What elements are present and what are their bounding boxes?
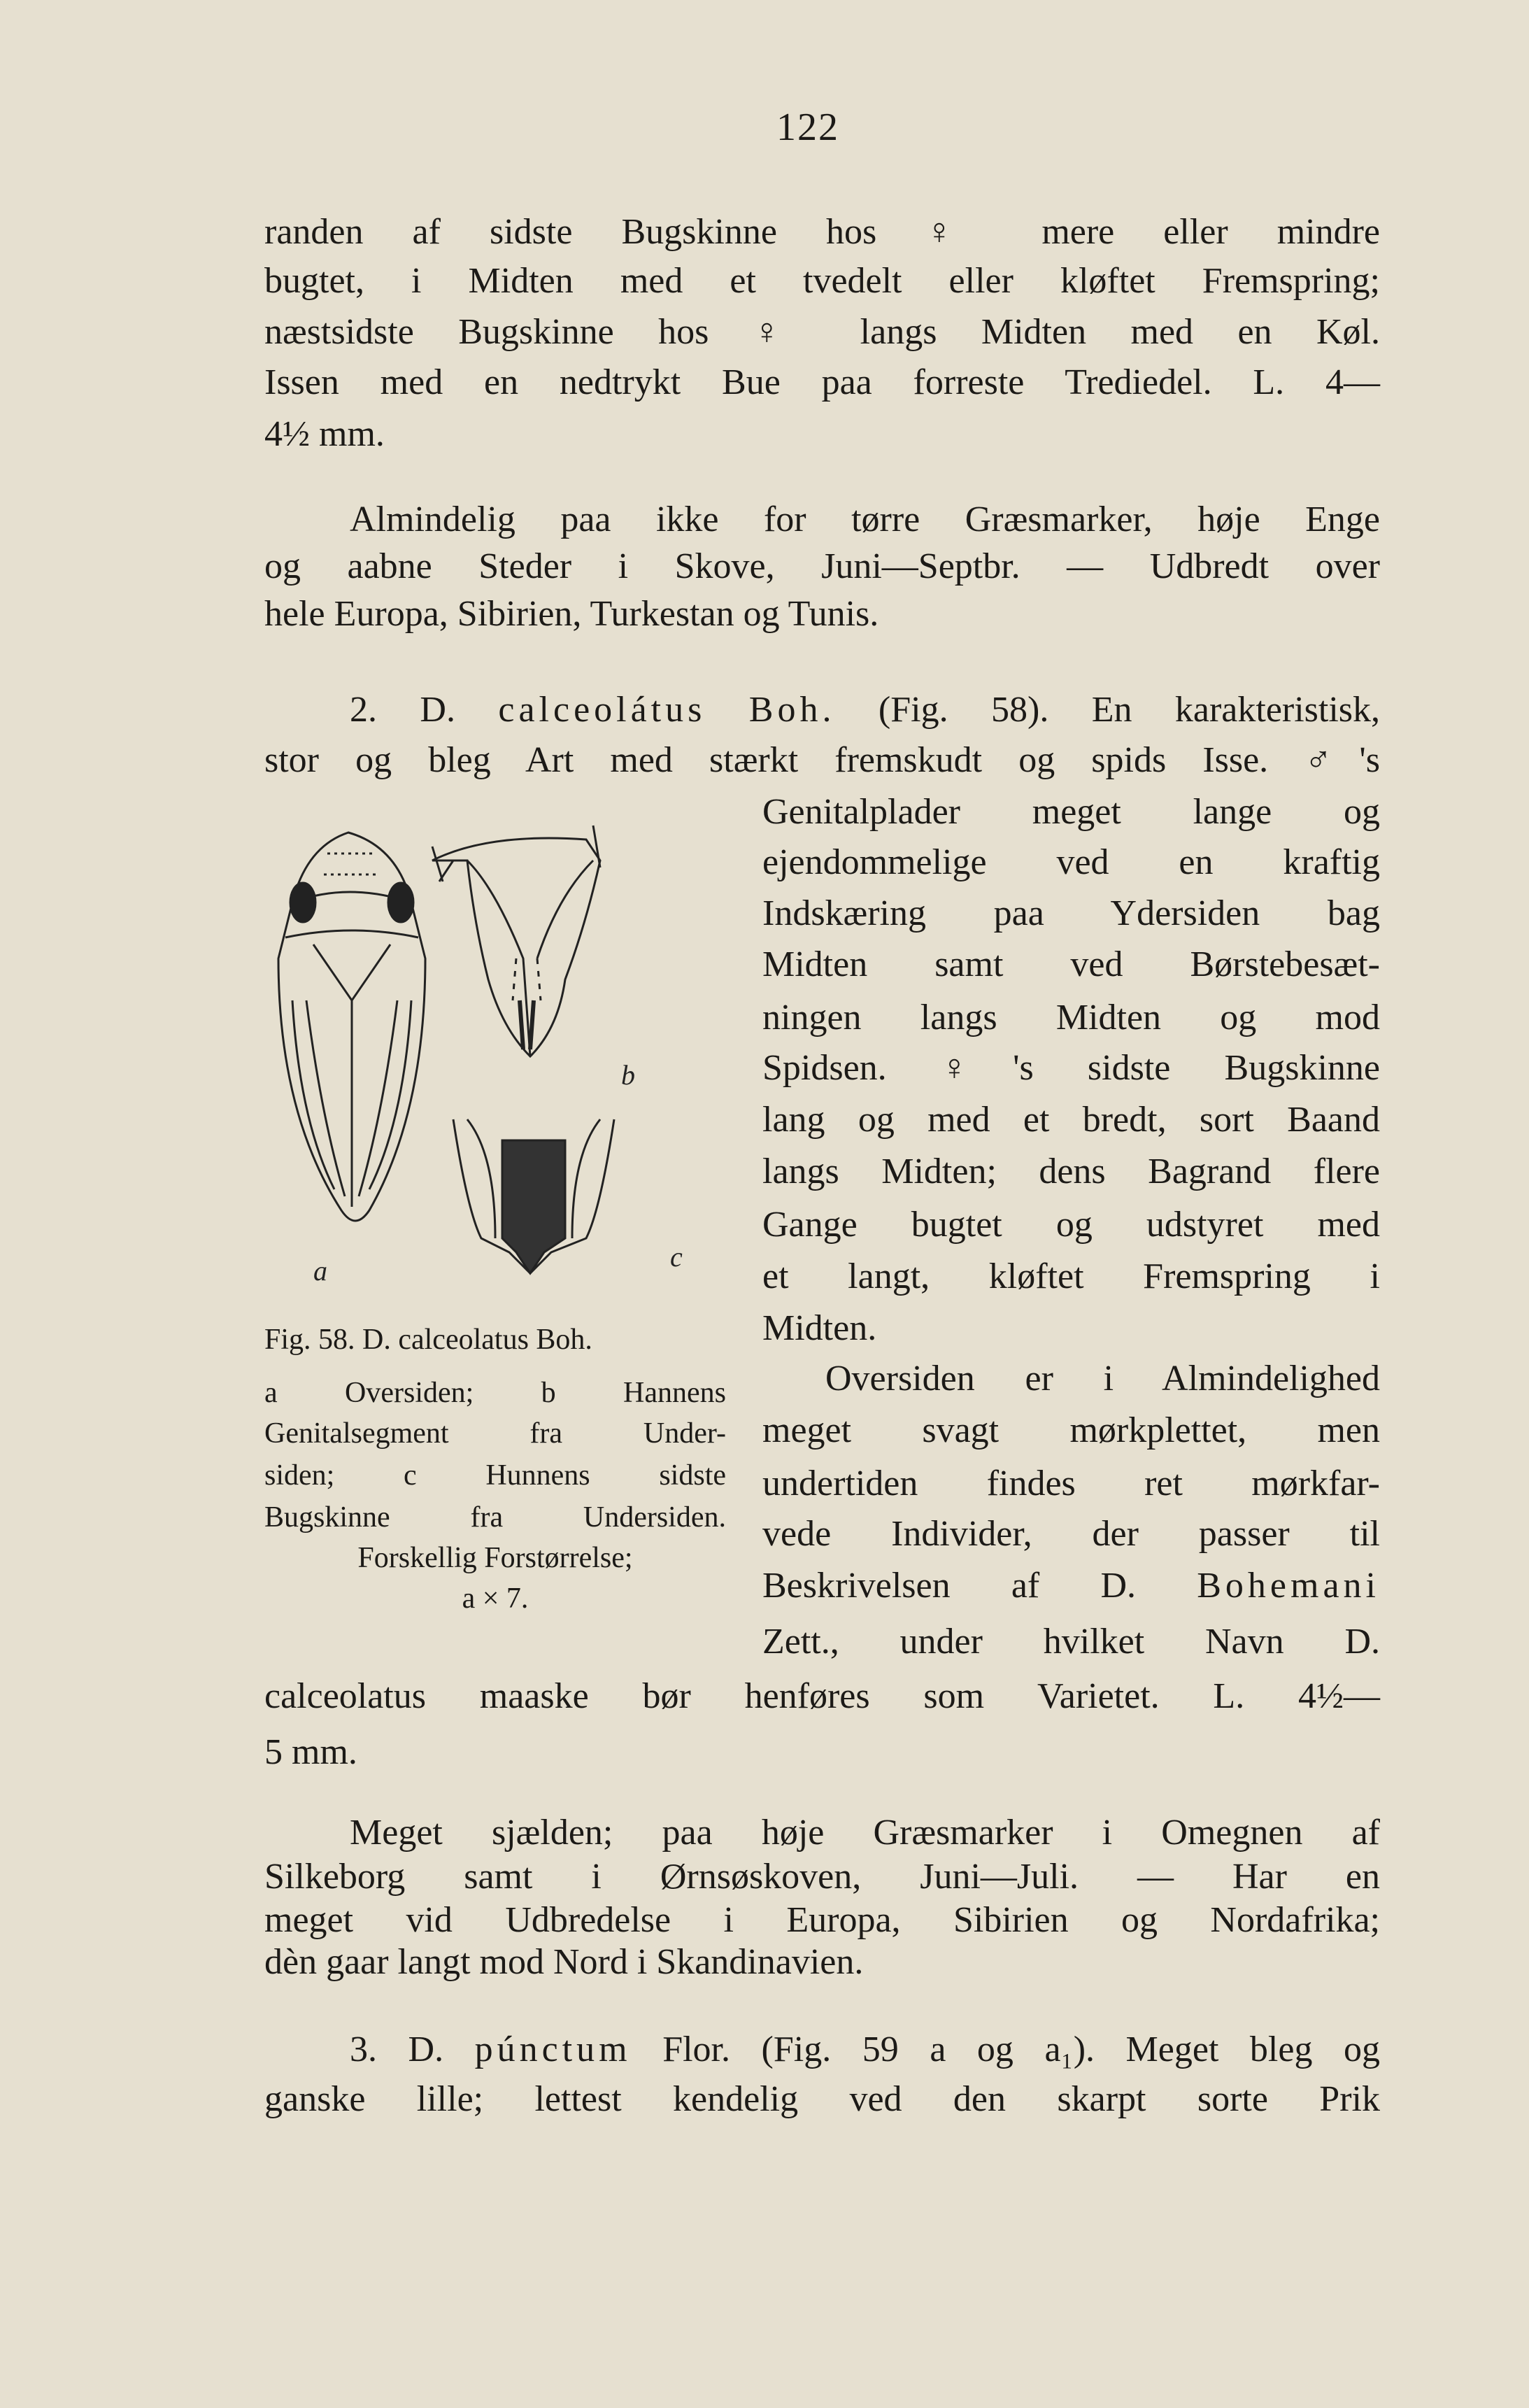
text-line: hele Europa, Sibirien, Turkestan og Tunis. bbox=[264, 594, 879, 634]
text-line: ganske lille; lettest kendelig ved den skarpt sorte Prik bbox=[264, 2079, 1380, 2119]
species-name: púnctum bbox=[474, 2030, 632, 2069]
species-heading bbox=[350, 2025, 1380, 2074]
figure-b-genital-segment bbox=[432, 826, 600, 1056]
text-line: bugtet, i Midten med et tvedelt eller kløftet Fremspring; bbox=[264, 261, 1380, 301]
species-description: (Fig. 58). En karakteristisk, bbox=[878, 690, 1381, 730]
text-line: Genitalplader meget lange og bbox=[762, 792, 1380, 832]
text-line: calceolatus maaske bør henføres som Varietet. L. 4½— bbox=[264, 1676, 1380, 1716]
figure-label-b: b bbox=[621, 1059, 635, 1091]
figure-label-c: c bbox=[670, 1241, 683, 1273]
text-line: Silkeborg samt i Ørnsøskoven, Juni—Juli. — Har en bbox=[264, 1857, 1380, 1897]
text-line: Midten. bbox=[762, 1308, 877, 1348]
species-description: Flor. (Fig. 59 a og a₁). Meget bleg og bbox=[662, 2030, 1381, 2069]
text-line: Meget sjælden; paa høje Græsmarker i Omegnen af bbox=[350, 1813, 1380, 1853]
figure-c-ventral-segment bbox=[453, 1119, 614, 1273]
species-name: calceolátus bbox=[498, 690, 706, 730]
text-line: et langt, kløftet Fremspring i bbox=[762, 1256, 1380, 1296]
text-line: Indskæring paa Ydersiden bag bbox=[762, 893, 1380, 933]
text-line bbox=[762, 1561, 1380, 1610]
text-line: dèn gaar langt mod Nord i Skandinavien. bbox=[264, 1942, 864, 1982]
text-line: randen af sidste Bugskinne hos ♀ mere eller mindre bbox=[264, 212, 1380, 252]
text-line: ningen langs Midten og mod bbox=[762, 998, 1380, 1037]
figure-caption: a Oversiden; b Hannens bbox=[264, 1377, 726, 1409]
text-line: Midten samt ved Børstebesæt- bbox=[762, 944, 1380, 984]
text-line: 4½ mm. bbox=[264, 414, 385, 454]
text-line: og aabne Steder i Skove, Juni—Septbr. — Udbredt over bbox=[264, 546, 1380, 586]
text-line: Oversiden er i Almindelighed bbox=[825, 1359, 1380, 1398]
figure-caption: Genitalsegment fra Under- bbox=[264, 1417, 726, 1450]
text-fragment: Beskrivelsen af D. bbox=[762, 1566, 1137, 1606]
text-line: meget svagt mørkplettet, men bbox=[762, 1410, 1380, 1450]
text-line: Almindelig paa ikke for tørre Græsmarker, høje Enge bbox=[350, 500, 1380, 539]
text-line: Gange bugtet og udstyret med bbox=[762, 1205, 1380, 1245]
text-line: næstsidste Bugskinne hos ♀ langs Midten med en Køl. bbox=[264, 312, 1380, 352]
species-name: Bohemani bbox=[1197, 1566, 1380, 1606]
page-number: 122 bbox=[776, 106, 839, 149]
text-line: stor og bleg Art med stærkt fremskudt og spids Isse. ♂'s bbox=[264, 740, 1380, 780]
text-line: ejendommelige ved en kraftig bbox=[762, 842, 1380, 882]
text-line: Zett., under hvilket Navn D. bbox=[762, 1622, 1380, 1662]
text-line: lang og med et bredt, sort Baand bbox=[762, 1100, 1380, 1140]
insect-figure-58 bbox=[264, 819, 740, 1294]
figure-caption: siden; c Hunnens sidste bbox=[264, 1459, 726, 1492]
species-heading bbox=[350, 686, 1380, 735]
figure-caption-title: Fig. 58. D. calceolatus Boh. bbox=[264, 1324, 592, 1356]
text-line: 5 mm. bbox=[264, 1732, 357, 1772]
text-line: meget vid Udbredelse i Europa, Sibirien og Nordafrika; bbox=[264, 1900, 1380, 1940]
species-number: 2. D. bbox=[350, 690, 455, 730]
text-line: vede Individer, der passer til bbox=[762, 1514, 1380, 1554]
text-line: langs Midten; dens Bagrand flere bbox=[762, 1152, 1380, 1191]
text-line: undertiden findes ret mørkfar- bbox=[762, 1464, 1380, 1503]
species-number: 3. D. bbox=[350, 2030, 444, 2069]
species-author: Boh. bbox=[748, 690, 836, 730]
text-line: Spidsen. ♀'s sidste Bugskinne bbox=[762, 1048, 1380, 1088]
figure-caption: Bugskinne fra Undersiden. bbox=[264, 1501, 726, 1534]
figure-caption: Forskellig Forstørrelse; bbox=[357, 1542, 633, 1574]
figure-label-a: a bbox=[313, 1255, 327, 1287]
figure-caption: a × 7. bbox=[462, 1582, 529, 1615]
figure-a-dorsal-view bbox=[278, 833, 425, 1221]
text-line: Issen med en nedtrykt Bue paa forreste Trediedel. L. 4— bbox=[264, 362, 1380, 402]
